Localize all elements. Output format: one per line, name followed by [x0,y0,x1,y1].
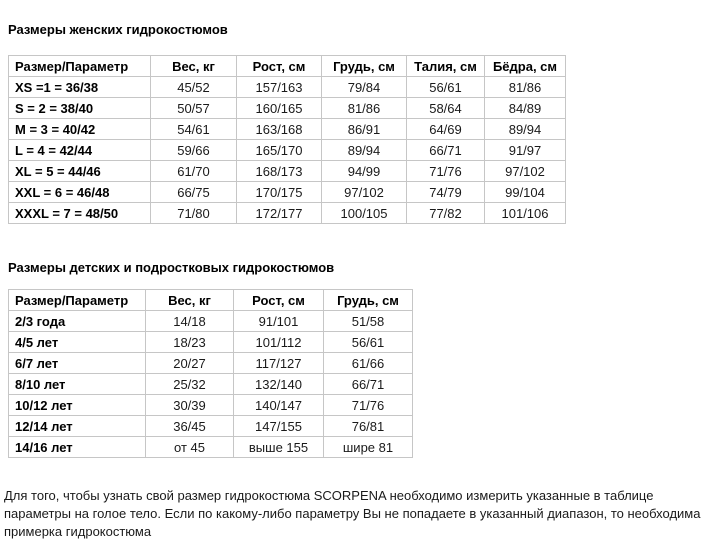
size-cell: 91/97 [485,140,566,161]
size-cell: 54/61 [151,119,237,140]
size-cell: 132/140 [234,374,324,395]
size-cell: 71/76 [324,395,413,416]
size-cell: 79/84 [322,77,407,98]
size-cell: 25/32 [146,374,234,395]
size-cell: 101/112 [234,332,324,353]
size-cell: 61/66 [324,353,413,374]
size-cell: 97/102 [322,182,407,203]
size-cell: 71/76 [407,161,485,182]
size-cell: 163/168 [237,119,322,140]
row-label: S = 2 = 38/40 [9,98,151,119]
size-cell: 66/75 [151,182,237,203]
size-cell: 101/106 [485,203,566,224]
column-header: Размер/Параметр [9,290,146,311]
size-cell: 36/45 [146,416,234,437]
size-cell: 86/91 [322,119,407,140]
row-label: L = 4 = 42/44 [9,140,151,161]
row-label: 10/12 лет [9,395,146,416]
row-label: 6/7 лет [9,353,146,374]
size-cell: 59/66 [151,140,237,161]
column-header: Бёдра, см [485,56,566,77]
size-cell: 160/165 [237,98,322,119]
table-row [9,437,413,458]
table-row [9,395,413,416]
size-cell: 168/173 [237,161,322,182]
row-label: XXL = 6 = 46/48 [9,182,151,203]
column-header: Рост, см [234,290,324,311]
row-label: 12/14 лет [9,416,146,437]
size-cell: 94/99 [322,161,407,182]
size-cell: 147/155 [234,416,324,437]
kids-sizes-title: Размеры детских и подростковых гидрокостюмов [8,260,335,275]
size-cell: 71/80 [151,203,237,224]
size-cell: 30/39 [146,395,234,416]
size-cell: выше 155 [234,437,324,458]
table-row [9,140,566,161]
row-label: 2/3 года [9,311,146,332]
size-cell: 157/163 [237,77,322,98]
row-label: 8/10 лет [9,374,146,395]
size-cell: 89/94 [485,119,566,140]
size-cell: от 45 [146,437,234,458]
size-cell: 45/52 [151,77,237,98]
size-cell: 91/101 [234,311,324,332]
size-cell: 66/71 [407,140,485,161]
column-header: Талия, см [407,56,485,77]
table-row [9,203,566,224]
size-cell: 50/57 [151,98,237,119]
size-cell: 81/86 [322,98,407,119]
size-cell: 84/89 [485,98,566,119]
column-header: Размер/Параметр [9,56,151,77]
sizing-note: Для того, чтобы узнать свой размер гидрокостюма SCORPENA необходимо измерить указанные в таблице параметры на голое тело. Если по какому-либо параметру Вы не попадаете в указанный диапазон, то необходима примерка гидрокостюма [4,488,701,539]
header-row [9,290,413,311]
table-row [9,182,566,203]
row-label: 14/16 лет [9,437,146,458]
size-cell: 170/175 [237,182,322,203]
table-row [9,98,566,119]
size-cell: 18/23 [146,332,234,353]
table-row [9,311,413,332]
size-cell: 20/27 [146,353,234,374]
header-row [9,56,566,77]
size-cell: 76/81 [324,416,413,437]
size-cell: 77/82 [407,203,485,224]
size-cell: 89/94 [322,140,407,161]
size-cell: 81/86 [485,77,566,98]
row-label: XS =1 = 36/38 [9,77,151,98]
row-label: 4/5 лет [9,332,146,353]
table-row [9,332,413,353]
table-row [9,119,566,140]
size-cell: 97/102 [485,161,566,182]
column-header: Вес, кг [146,290,234,311]
size-cell: 66/71 [324,374,413,395]
table-row [9,416,413,437]
row-label: M = 3 = 40/42 [9,119,151,140]
table-row [9,77,566,98]
size-cell: 61/70 [151,161,237,182]
column-header: Рост, см [237,56,322,77]
table-row [9,353,413,374]
row-label: XXXL = 7 = 48/50 [9,203,151,224]
size-cell: 58/64 [407,98,485,119]
size-cell: 100/105 [322,203,407,224]
size-cell: 51/58 [324,311,413,332]
row-label: XL = 5 = 44/46 [9,161,151,182]
women-sizes-title: Размеры женских гидрокостюмов [8,22,228,37]
size-cell: 99/104 [485,182,566,203]
size-cell: шире 81 [324,437,413,458]
size-cell: 74/79 [407,182,485,203]
size-cell: 64/69 [407,119,485,140]
column-header: Грудь, см [324,290,413,311]
size-cell: 172/177 [237,203,322,224]
women-sizes-table [8,55,566,224]
size-cell: 165/170 [237,140,322,161]
kids-sizes-table [8,289,413,458]
column-header: Грудь, см [322,56,407,77]
size-cell: 56/61 [407,77,485,98]
table-row [9,374,413,395]
size-cell: 56/61 [324,332,413,353]
size-cell: 14/18 [146,311,234,332]
size-cell: 117/127 [234,353,324,374]
column-header: Вес, кг [151,56,237,77]
size-cell: 140/147 [234,395,324,416]
table-row [9,161,566,182]
